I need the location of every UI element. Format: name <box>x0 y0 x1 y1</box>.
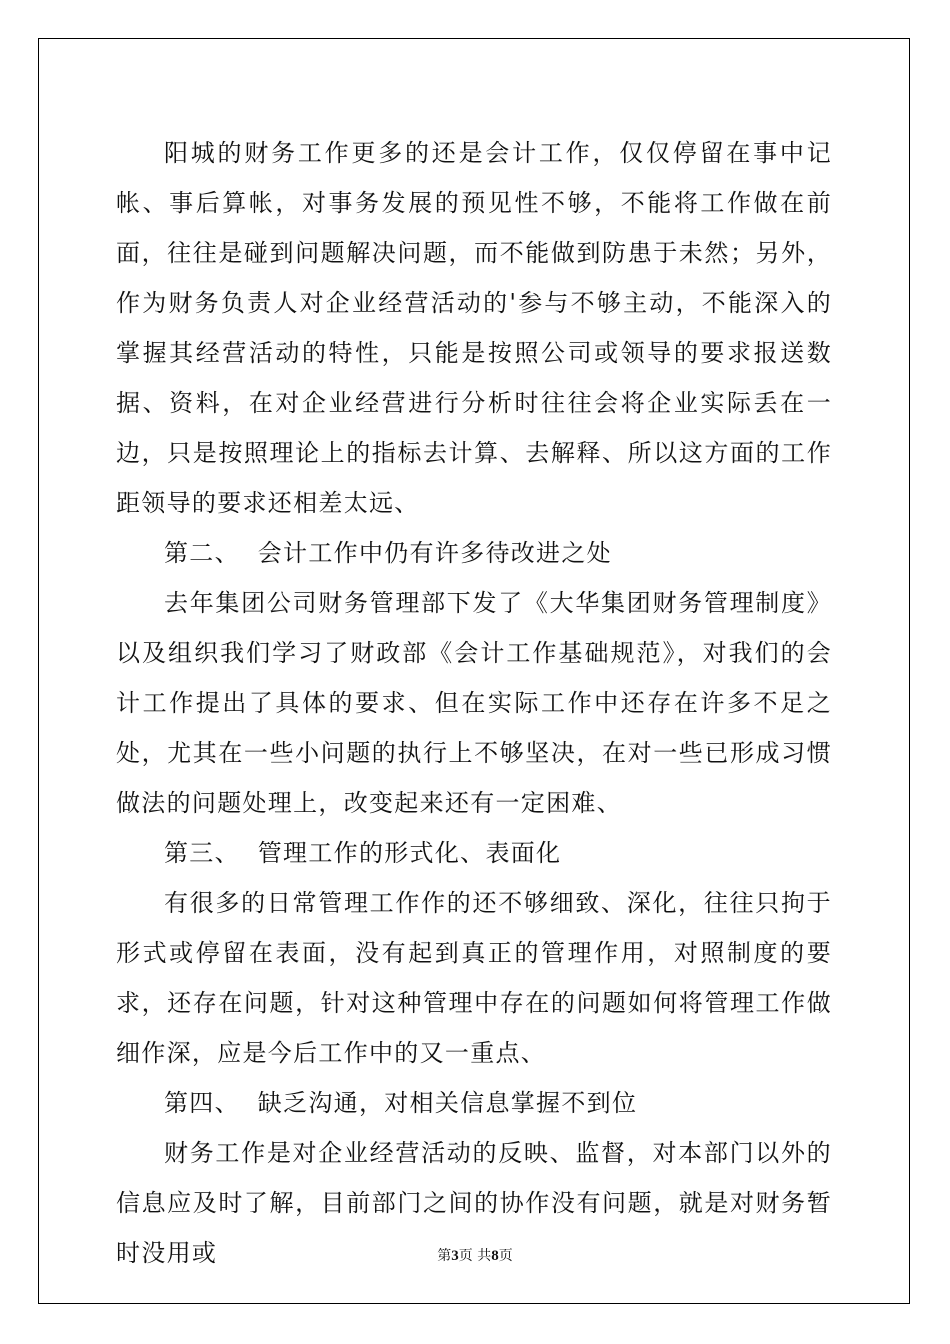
paragraph-2: 去年集团公司财务管理部下发了《大华集团财务管理制度》以及组织我们学习了财政部《会计工作基础规范》，对我们的会计工作提出了具体的要求、但在实际工作中还存在许多不足之处，尤其在一些小问题的执行上不够坚决，在对一些已形成习惯做法的问题处理上，改变起来还有一定困难、 <box>116 589 832 817</box>
page-current: 3 <box>451 1248 459 1264</box>
page-total: 8 <box>491 1248 499 1264</box>
paragraph-4: 财务工作是对企业经营活动的反映、监督，对本部门以外的信息应及时了解，目前部门之间的协作没有问题，就是对财务暂时没用或 <box>116 1139 832 1267</box>
section-heading-3: 第三、 管理工作的形式化、表面化 <box>164 839 562 867</box>
paragraph-1: 阳城的财务工作更多的还是会计工作，仅仅停留在事中记帐、事后算帐，对事务发展的预见性不够，不能将工作做在前面，往往是碰到问题解决问题，而不能做到防患于未然；另外，作为财务负责人对企业经营活动的'参与不够主动，不能深入的掌握其经营活动的特性，只能是按照公司或领导的要求报送数据、资料，在对企业经营进行分析时往往会将企业实际丢在一边，只是按照理论上的指标去计算、去解释、所以这方面的工作距领导的要求还相差太远、 <box>116 139 832 517</box>
page-suffix: 页 <box>498 1248 513 1264</box>
page-mid: 页 共 <box>458 1248 492 1264</box>
document-body <box>116 128 832 1278</box>
page-prefix: 第 <box>437 1248 452 1264</box>
page-footer <box>0 1245 950 1265</box>
section-heading-2: 第二、 会计工作中仍有许多待改进之处 <box>164 539 612 567</box>
section-heading-4: 第四、 缺乏沟通，对相关信息掌握不到位 <box>164 1089 638 1117</box>
paragraph-3: 有很多的日常管理工作作的还不够细致、深化，往往只拘于形式或停留在表面，没有起到真正的管理作用，对照制度的要求，还存在问题，针对这种管理中存在的问题如何将管理工作做细作深，应是今后工作中的又一重点、 <box>116 889 832 1067</box>
